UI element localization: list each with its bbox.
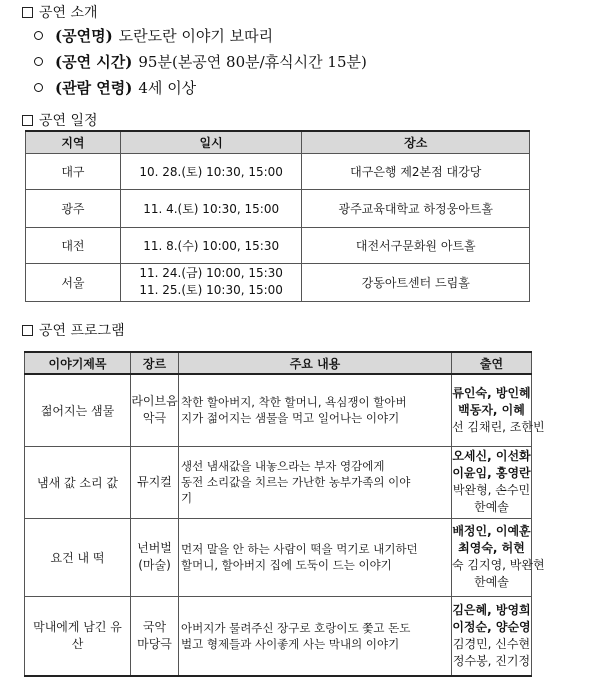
story-title-cell: 냄새 값 소리 값 — [25, 446, 131, 518]
program-header-title: 이야기제목 — [25, 352, 131, 374]
program-header-cast: 출연 — [452, 352, 532, 374]
circle-bullet-icon — [34, 31, 43, 40]
section-title-program: 공연 프로그램 — [22, 320, 125, 340]
section-title-schedule: 공연 일정 — [22, 110, 98, 130]
venue-cell: 광주교육대학교 하정웅아트홀 — [302, 189, 530, 227]
venue-cell: 대구은행 제2본점 대강당 — [302, 153, 530, 189]
cast-cell: 배정인, 이예훈 최영숙, 허현 숙 김지영, 박완현 한예솔 — [452, 518, 532, 596]
region-cell: 광주 — [26, 189, 121, 227]
story-title-cell: 막내에게 남긴 유 산 — [25, 596, 131, 676]
genre-cell: 뮤지컬 — [131, 446, 179, 518]
cast-cell: 오세신, 이선화 이윤임, 홍영란 박완형, 손수민 한예솔 — [452, 446, 532, 518]
datetime-cell: 11. 24.(금) 10:00, 15:30 11. 25.(토) 10:30, 15:00 — [120, 263, 302, 301]
intro-item-age: (관람 연령) 4세 이상 — [34, 77, 196, 98]
table-row — [25, 446, 532, 518]
schedule-table — [25, 130, 530, 302]
datetime-cell: 11. 4.(토) 10:30, 15:00 — [120, 189, 302, 227]
program-header-content: 주요 내용 — [179, 352, 452, 374]
region-cell: 대전 — [26, 227, 121, 263]
content-cell: 먼저 말을 안 하는 사람이 떡을 먹기로 내기하던 할머니, 할아버지 집에 도둑이 드는 이야기 — [179, 518, 452, 596]
datetime-cell: 10. 28.(토) 10:30, 15:00 — [120, 153, 302, 189]
story-title-cell: 젊어지는 샘물 — [25, 374, 131, 446]
content-cell: 아버지가 물려주신 장구로 호랑이도 쫓고 돈도 벌고 형제들과 사이좋게 사는 막내의 이야기 — [179, 596, 452, 676]
region-cell: 대구 — [26, 153, 121, 189]
venue-cell: 대전서구문화원 아트홀 — [302, 227, 530, 263]
schedule-header-datetime: 일시 — [120, 131, 302, 153]
genre-cell: 국악 마당극 — [131, 596, 179, 676]
table-row — [25, 374, 532, 446]
table-row — [25, 518, 532, 596]
table-row — [26, 153, 530, 189]
table-row — [26, 227, 530, 263]
cast-cell: 김은혜, 방영희 이정순, 양순영 김경민, 신수현 정수봉, 진기정 — [452, 596, 532, 676]
region-cell: 서울 — [26, 263, 121, 301]
table-row — [25, 596, 532, 676]
checkbox-square-icon — [22, 115, 33, 126]
checkbox-square-icon — [22, 7, 33, 18]
datetime-cell: 11. 8.(수) 10:00, 15:30 — [120, 227, 302, 263]
content-cell: 착한 할아버지, 착한 할머니, 욕심쟁이 할아버 지가 젊어지는 샘물을 먹고 일어나는 이야기 — [179, 374, 452, 446]
story-title-cell: 요건 내 떡 — [25, 518, 131, 596]
cast-cell: 류인숙, 방인혜 백동자, 이혜 선 김채린, 조한빈 — [452, 374, 532, 446]
checkbox-square-icon — [22, 325, 33, 336]
section-title-intro: 공연 소개 — [22, 2, 98, 22]
genre-cell: 넌버벌 (마술) — [131, 518, 179, 596]
circle-bullet-icon — [34, 83, 43, 92]
content-cell: 생선 냄새값을 내놓으라는 부자 영감에게 동전 소리값을 치르는 가난한 농부가족의 이야 기 — [179, 446, 452, 518]
intro-item-title: (공연명) 도란도란 이야기 보따리 — [34, 25, 273, 46]
circle-bullet-icon — [34, 57, 43, 66]
table-row — [26, 263, 530, 301]
intro-item-duration: (공연 시간) 95분(본공연 80분/휴식시간 15분) — [34, 51, 367, 72]
genre-cell: 라이브음 악극 — [131, 374, 179, 446]
program-table — [24, 351, 545, 677]
table-row — [26, 189, 530, 227]
schedule-header-venue: 장소 — [302, 131, 530, 153]
venue-cell: 강동아트센터 드림홀 — [302, 263, 530, 301]
program-header-genre: 장르 — [131, 352, 179, 374]
schedule-header-region: 지역 — [26, 131, 121, 153]
